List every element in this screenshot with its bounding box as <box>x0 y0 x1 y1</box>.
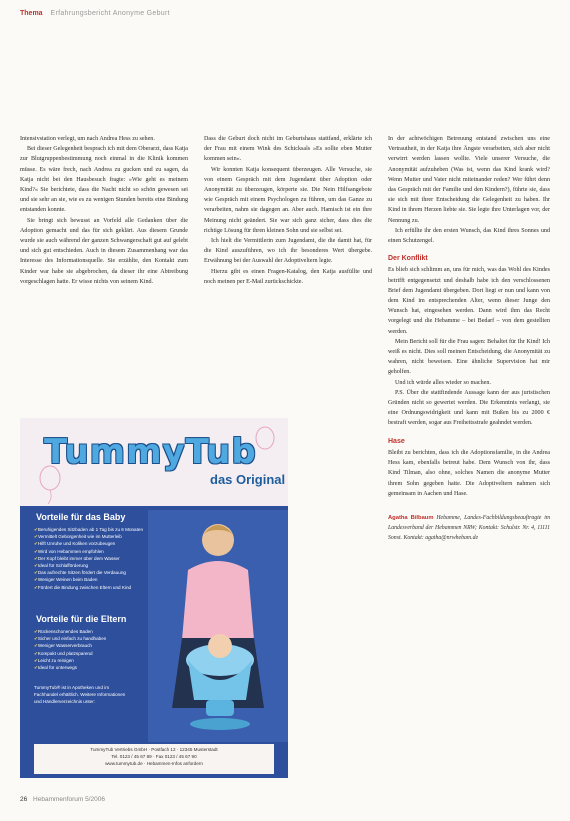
page-footer <box>20 796 550 803</box>
ad-mother-list <box>34 628 154 671</box>
page-number: 26 <box>20 796 28 803</box>
list-item: ✔ Der Kopf bleibt immer über dem Wasser <box>34 555 154 562</box>
ad-note: TummyTub® ist in Apotheken und im Fachhandel erhältlich. Weitere Informationen und Händlerverzeichnis unter: <box>34 685 126 704</box>
author-name: Agatha Bilbaum <box>388 514 434 521</box>
paragraph: In der achtwöchigen Betreuung entstand zwischen uns eine Vertrautheit, in der Katja ihre Ängste verarbeiten, sich aber nicht verwirrt werden lassen wollte. Viele unserer Versuche, die Anonymität aufzuheben (Was ist, wenn das Kind krank wird? Wenn Mutter und Vater nicht miteinander reden? Wer führt denn das Gespräch mit der Familie und den Kindern?), führte sie, dass sie sich mit ihrer Entscheidung die Gelegenheit zu haben. Ihr Kind in ihrem Herzen liebte sie. Sie legte ihre Unterlagen vor, der Nennung zu. <box>388 136 550 224</box>
paragraph: Mein Bericht soll für die Frau sagen: Behaltet für Ihr Kind! Ich weiß es nicht. Dies soll meinen Entscheidung, die Anonymität zu wahren, nicht beweisen. Eine ähnliche Supervision hat mir geholfen. <box>388 338 550 376</box>
brand-tagline: das Original <box>210 472 286 487</box>
list-item: ✔ Beruhigendes Sitzbaden ab 1 Tag bis zu 6 Monaten <box>34 526 154 533</box>
ad-contact-box[interactable] <box>34 744 274 774</box>
brand-name: TummyTub <box>44 432 257 472</box>
list-item: ✔ Weniger Weinen beim Baden <box>34 576 154 583</box>
ad-mother-heading: Vorteile für die Eltern <box>36 614 127 624</box>
brand-logo <box>44 432 274 476</box>
mother-bathing-baby-photo <box>148 510 288 742</box>
list-item: ✔ Ideal für unterwegs <box>34 664 154 671</box>
article-column-3 <box>388 134 550 543</box>
paragraph: P.S. Über die stattfindende Aussage kann der aus juristischen Gründen nicht so gewertet werden. Die Erkenntnis verlangt, sie eine Ordnungswidrigkeit und kann mit Bußen bis zu 2000 € bestraft werden, sogar aus Freiheitsstrafe geahndet werden. <box>388 389 550 427</box>
paragraph: Bei dieser Gelegenheit besprach ich mit dem Oberarzt, dass Katja zur Blutgruppenbestimmung noch einmal in die Klinik kommen müsse. Es wäre frech, nach Andrea zu gucken und zu sagen, da Katja nicht bei den Hausbesuch fragte: »Wie geht es meinem Kind?« Sie berichtete, dass die Nacht nicht so schön gewesen sei und sie sehr an sie, wie es zu wenigen Stunden bereits eine Bindung entstanden konnte. <box>20 146 188 214</box>
section-subtitle: Erfahrungsbericht Anonyme Geburt <box>50 10 170 17</box>
list-item: ✔ Weniger Wasserverbrauch <box>34 642 154 649</box>
page-header <box>20 10 550 24</box>
paragraph: Und ich würde alles wieder so machen. <box>395 379 491 386</box>
paragraph: Ich erfüllte ihr den ersten Wunsch, das Kind ihres Sonnes und einen Schutzengel. <box>388 227 550 245</box>
list-item: ✔ Vermittelt Geborgenheit wie im Mutterleib <box>34 533 154 540</box>
paragraph: Sie bringt sich bewusst an Vorfeld alle Gedanken über die Adoption gemacht und das für sich geklärt. Aus diesem Grunde wurde sie auch während der ganzen Schwangerschaft gut auf gelebt und sich gut entschieden. Auch in diesem Zusammenhang war das Interesse des Informationsquelle. Sie erzählte, den Kontakt zum Kinder war habe sie abgebrochen, da dieser ihr eine Abtreibung vorgeschlagen hatte. Er wisse nichts von seinem Kind. <box>20 217 188 285</box>
author-bio: Hebamme, Landes-Fachbildungsbeauftragte im Landesverband der Hebammen NRW; Kontakt: Schulstr. Nr. 4, 11111 Sonst. <box>388 514 551 541</box>
paragraph: Hierzu gibt es einen Fragen-Katalog, den Katja ausfüllte und noch meinen per E-Mail zurückschickte. <box>204 268 372 285</box>
list-item: ✔ Rückenschonendes Baden <box>34 628 154 635</box>
paragraph: Bleibt zu berichten, dass ich die Adoptionsfamilie, in die Andrea Hess kam, ebenfalls betreut habe. Dem Wunsch von ihr, dass Kind Tilman, also ohne, solches Namen die anonyme Mutter ihrem Sohn gegeben hatte. Die Adoptiveltern nahmen sich gemeinsam in Aachen und Hase. <box>388 449 550 497</box>
list-item: ✔ Wird von Hebammen empfohlen <box>34 548 154 555</box>
ad-baby-list <box>34 526 154 591</box>
paragraph: Wir konnten Katja konsequent überzeugen. Alle Versuche, sie von einem Gespräch mit dem Jugendamt über Adoption oder Anonymität zu überzeugen, körperte sie. Die Nein Hilfsangebote wie Gespräch mit einem Psychologen zu führen, um das Ganze zu verarbeiten, nahm sie dagegen an. Aber auch. Hamisch ist ein ihre Meinung nicht geändert. Sie war sich ganz sicher, dass dies die richtige Lösung für ihren kleinen Sohn und sie selbst sei. <box>204 166 372 234</box>
ad-contact-line: Tel. 0123 / 45 67 89 · Fax 0123 / 45 67 90 <box>111 754 197 759</box>
list-item: ✔ Hilft Unruhe und Koliken vorzubeugen <box>34 540 154 547</box>
list-item: ✔ Leicht zu reinigen <box>34 657 154 664</box>
list-item: ✔ Sicher und einfach zu handhaben <box>34 635 154 642</box>
list-item: ✔ Ideal für Schlafförderung <box>34 562 154 569</box>
paragraph: Es blieb sich schlimm an, uns für mich, was das Wohl des Kindes betrifft entgegensetzt und deshalb habe ich den verschlossenen Brief dem Jugendamt übergeben. Dort liegt er nun und kann von dem Kind im entsprechenden Alter, wenn dieser Junge den Wunsch hat, eingesehen werden. Dann wird ihm das Recht vorgelegt und die Hebamme – bei Bedarf – von dem gestellten werden. <box>388 267 550 335</box>
section-label: Thema <box>20 10 43 17</box>
ad-contact-line[interactable]: www.tummytub.de · Hebammen-Infos anfordern <box>105 761 203 766</box>
list-item: ✔ Das aufrechte Sitzen fördert die Verdauung <box>34 569 154 576</box>
paragraph: Intensivstation verlegt, um nach Andrea Hess zu sehen. <box>20 136 155 142</box>
ad-baby-heading: Vorteile für das Baby <box>36 512 126 522</box>
article-column-1 <box>20 134 188 287</box>
author-box <box>388 513 550 543</box>
paragraph: Ich hielt die Vermittlerin zum Jugendamt, die die damit hat, für die Kind auszuführen, wo ich ihr besonderes Wert übergebe. Erwähnung bei der Auswahl der Adoptiveltern legte. <box>204 238 372 265</box>
article-column-2 <box>204 134 372 287</box>
ad-contact-line: TummyTub Vertriebs GmbH · Postfach 12 · 12345 Musterstadt <box>90 747 218 752</box>
journal-name: Hebammenforum 5/2006 <box>33 796 105 803</box>
list-item: ✔ Kompakt und platzsparend <box>34 650 154 657</box>
section-heading-konflikt: Der Konflikt <box>388 255 428 263</box>
author-email[interactable]: Kontakt: agatha@nrwhebam.de <box>403 534 479 541</box>
section-heading-hase: Hase <box>388 437 405 445</box>
tummytub-advertisement[interactable] <box>20 418 288 778</box>
ad-header-band <box>20 418 288 506</box>
list-item: ✔ Fördert die Bindung zwischen Eltern und Kind <box>34 584 154 591</box>
paragraph: Dass die Geburt doch nicht im Geburtshaus stattfand, erklärte ich der Frau mit einem Wink des Schicksals »Es sollte eben Mutter kommen sein«. <box>204 136 372 163</box>
